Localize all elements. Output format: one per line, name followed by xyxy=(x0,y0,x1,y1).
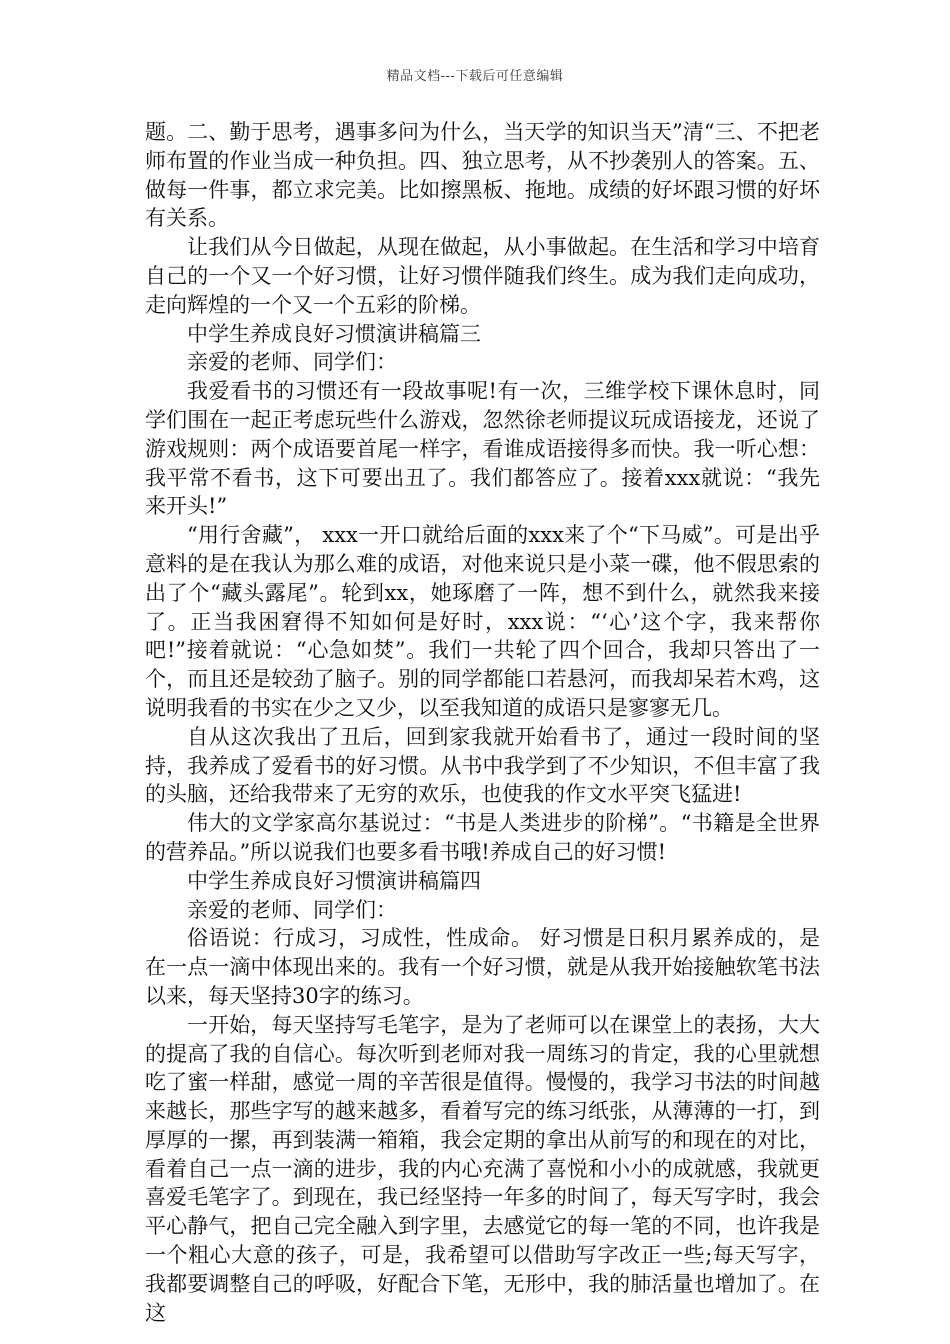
paragraph: 题。二、勤于思考，遇事多问为什么，当天学的知识当天”清“三、不把老师布置的作业当成一种负担。四、独立思考，从不抄袭别人的答案。五、做每一件事，都立求完美。比如擦黑板、拖地。成绩的好坏跟习惯的好坏有关系。 xyxy=(145,120,820,231)
section-title: 中学生养成良好习惯演讲稿篇三 xyxy=(187,321,481,346)
page-header: 精品文档---下载后可任意编辑 xyxy=(386,69,564,84)
salutation: 亲爱的老师、同学们： xyxy=(187,897,397,922)
paragraph: 自从这次我出了丑后，回到家我就开始看书了，通过一段时间的坚持，我养成了爱看书的好习惯。从书中我学到了不少知识，不但丰富了我的头脑，还给我带来了无穷的欢乐，也使我的作文水平突飞猛进! xyxy=(145,724,820,807)
paragraph: 让我们从今日做起，从现在做起，从小事做起。在生活和学习中培育自己的一个又一个好习惯，让好习惯伴随我们终生。成为我们走向成功，走向辉煌的一个又一个五彩的阶梯。 xyxy=(145,235,820,317)
paragraph: “用行舍藏”， xxx一开口就给后面的xxx来了个“下马威”。可是出乎意料的是在我认为那么难的成语，对他来说只是小菜一碟，他不假思索的出了个“藏头露尾”。轮到xx，她琢磨了一阵，想不到什么，就然我来接了。正当我困窘得不知如何是好时，xxx说：“‘心’这个字，我来帮你吧!”接着就说：“心急如焚”。我们一共轮了四个回合，我却只答出了一个，而且还是较劲了脑子。别的同学都能口若悬河，而我却呆若木鸡，这说明我看的书实在少之又少，以至我知道的成语只是寥寥无几。 xyxy=(145,523,820,720)
paragraph: 一开始，每天坚持写毛笔字，是为了老师可以在课堂上的表扬，大大的提高了我的自信心。每次听到老师对我一周练习的肯定，我的心里就想吃了蜜一样甜，感觉一周的辛苦很是值得。慢慢的，我学习书法的时间越来越长，那些字写的越来越多，看着写完的练习纸张，从薄薄的一打，到厚厚的一摞，再到装满一箱箱，我会定期的拿出从前写的和现在的对比，看着自己一点一滴的进步，我的内心充满了喜悦和小小的成就感，我就更喜爱毛笔字了。到现在，我已经坚持一年多的时间了，每天写字时，我会平心静气，把自己完全融入到字里，去感觉它的每一笔的不同，也许我是一个粗心大意的孩子，可是，我希望可以借助写字改正一些;每天写字，我都要调整自己的呼吸，好配合下笔，无形中，我的肺活量也增加了。在这 xyxy=(145,1012,820,1325)
paragraph: 伟大的文学家高尔基说过：“书是人类进步的阶梯”。“书籍是全世界的营养品。”所以说我们也要多看书哦!养成自己的好习惯! xyxy=(145,811,820,864)
salutation: 亲爱的老师、同学们： xyxy=(187,350,397,375)
paragraph: 俗语说：行成习，习成性，性成命。 好习惯是日积月累养成的，是在一点一滴中体现出来的。我有一个好习惯，就是从我开始接触软笔书法以来，每天坚持30字的练习。 xyxy=(145,926,820,1008)
section-title: 中学生养成良好习惯演讲稿篇四 xyxy=(187,868,481,893)
document-body xyxy=(145,118,820,1327)
paragraph: 我爱看书的习惯还有一段故事呢!有一次，三维学校下课休息时，同学们围在一起正考虑玩些什么游戏，忽然徐老师提议玩成语接龙，还说了游戏规则：两个成语要首尾一样字，看谁成语接得多而快。我一听心想：我平常不看书，这下可要出丑了。我们都答应了。接着xxx就说：“我先来开头!” xyxy=(145,379,820,519)
